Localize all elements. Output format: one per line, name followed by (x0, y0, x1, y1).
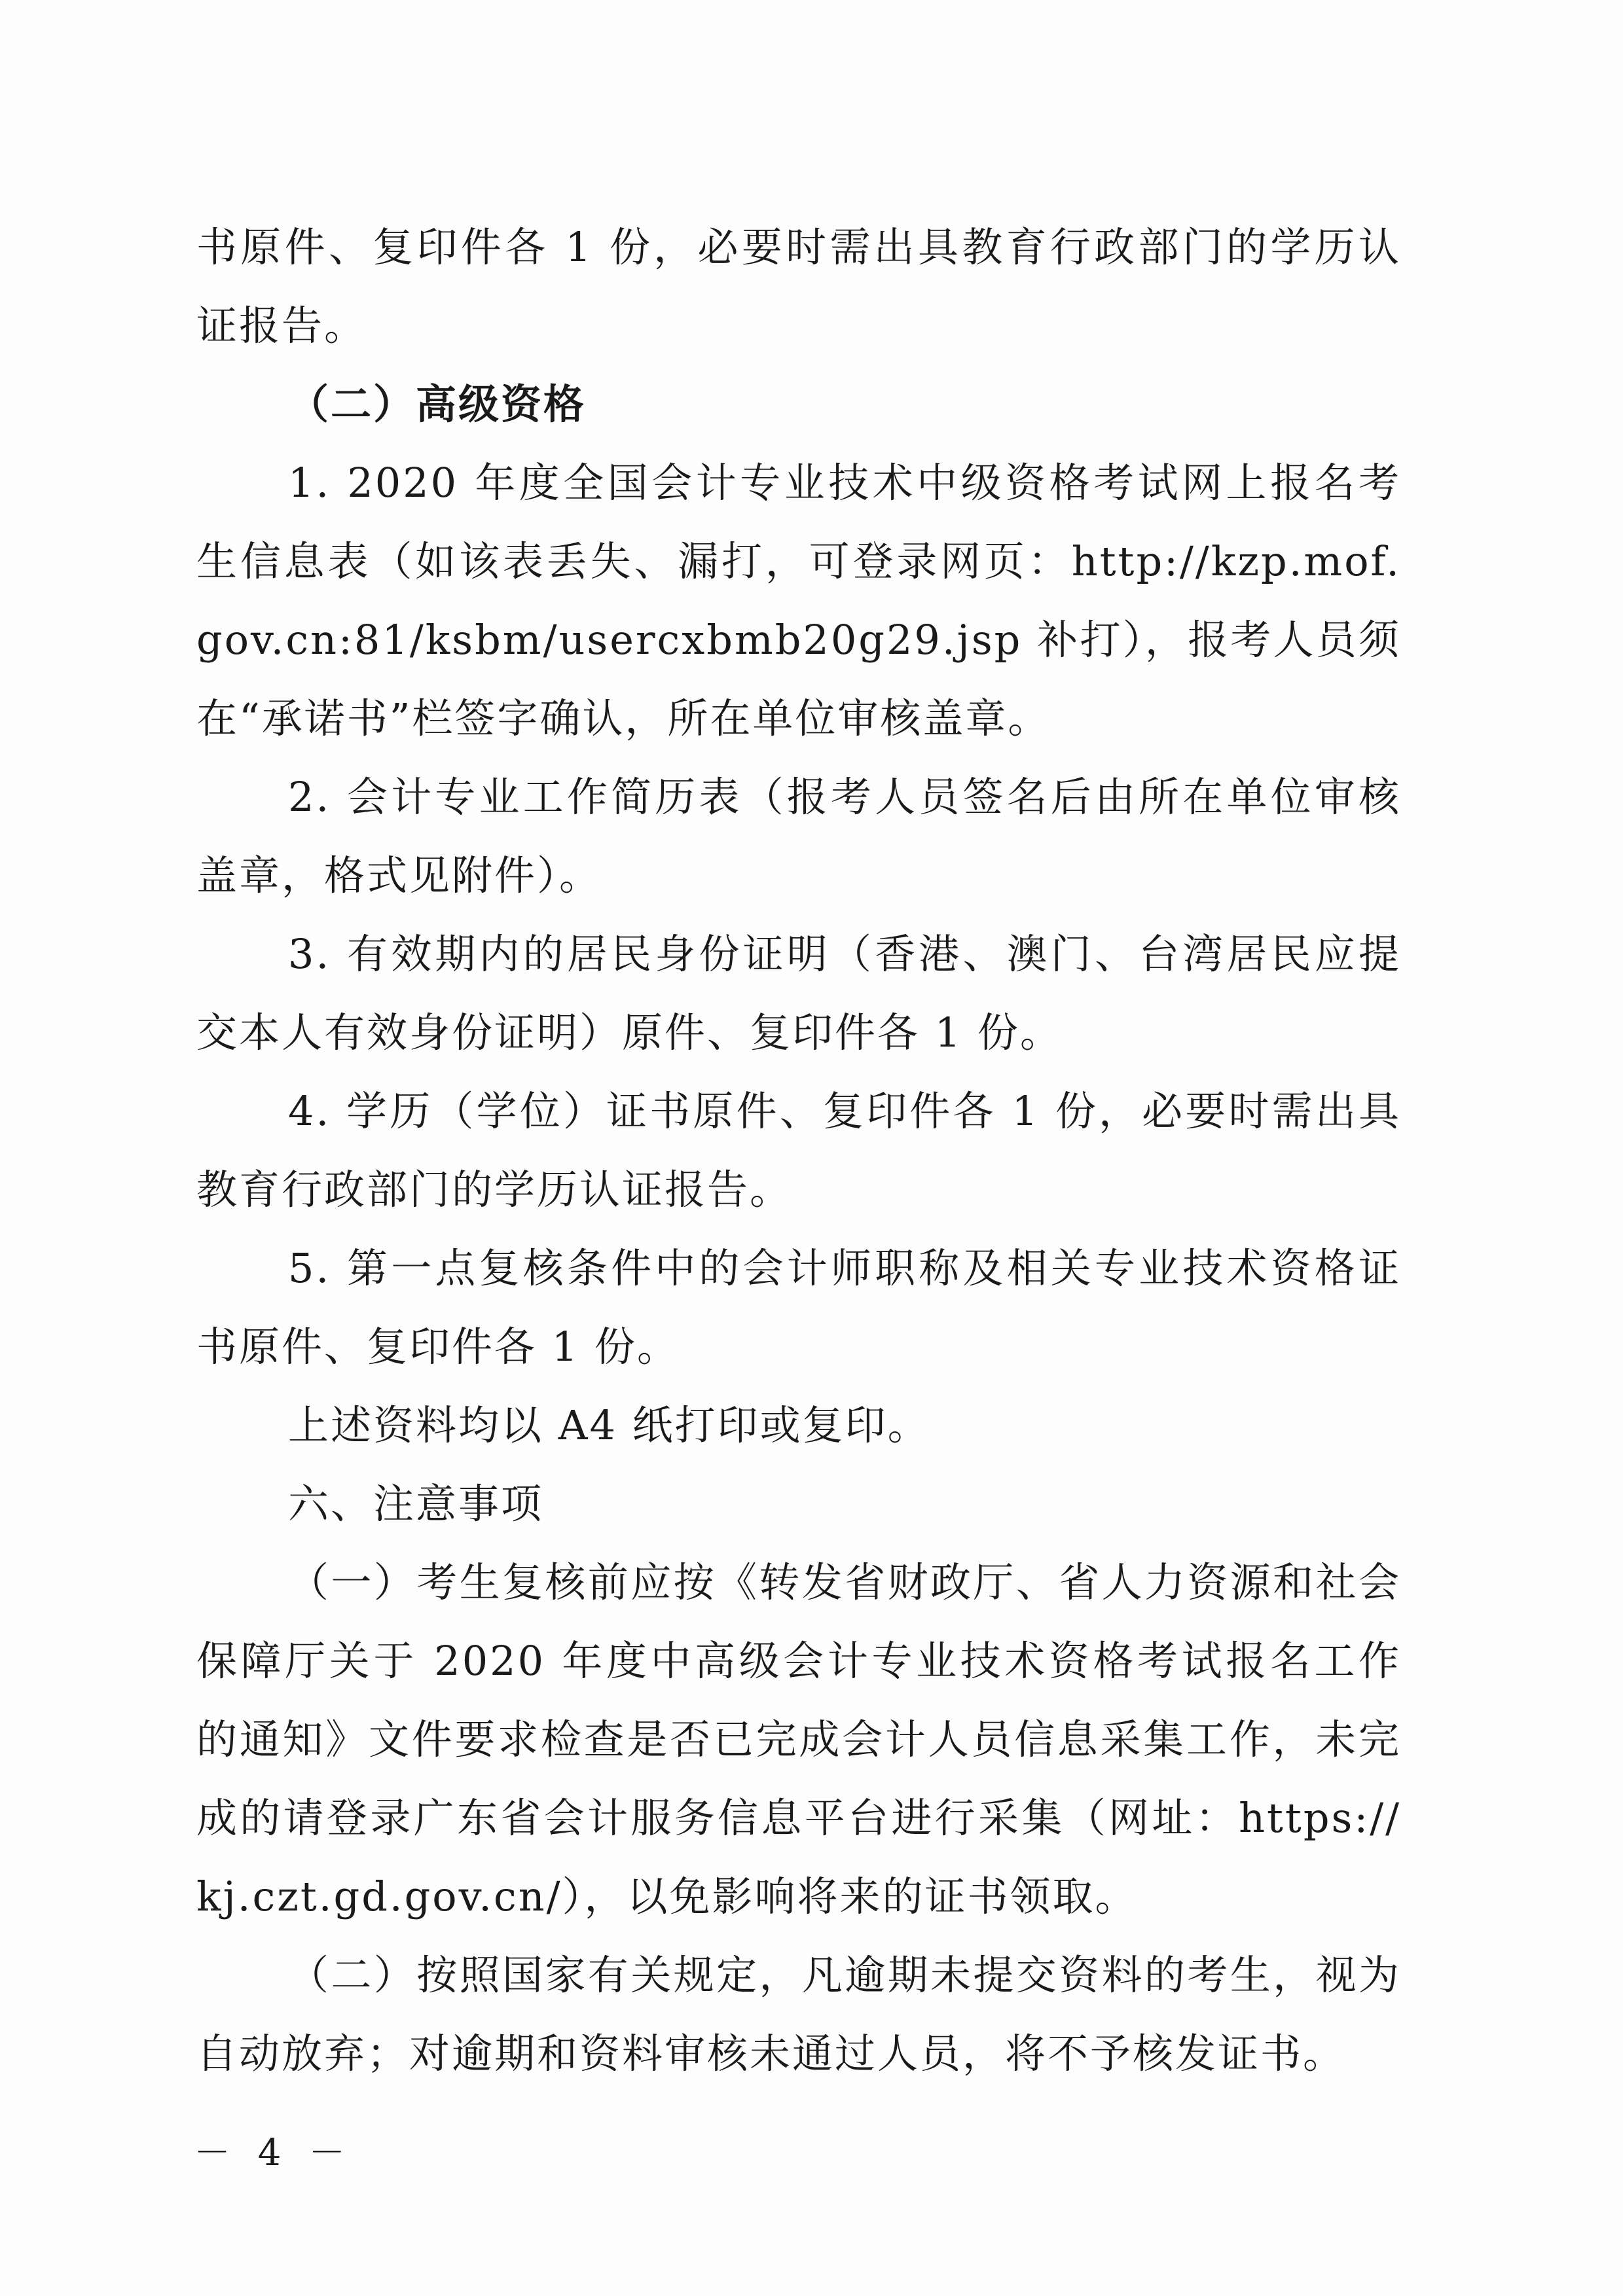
paragraph-item-2: 2. 会计专业工作简历表（报考人员签名后由所在单位审核盖章，格式见附件）。 (196, 773, 1401, 899)
page-number: － 4 － (194, 2132, 354, 2174)
paragraph-item-3: 3. 有效期内的居民身份证明（香港、澳门、台湾居民应提交本人有效身份证明）原件、复印件各 1 份。 (196, 930, 1401, 1056)
document-body (196, 208, 1401, 2093)
paragraph-continuation: 书原件、复印件各 1 份，必要时需出具教育行政部门的学历认证报告。 (196, 223, 1401, 350)
paragraph-item-4: 4. 学历（学位）证书原件、复印件各 1 份，必要时需出具教育行政部门的学历认证报告。 (196, 1087, 1401, 1213)
heading-senior-qualification: （二）高级资格 (288, 380, 587, 428)
paragraph-note-1: （一）考生复核前应按《转发省财政厅、省人力资源和社会保障厅关于 2020 年度中高级会计专业技术资格考试报名工作的通知》文件要求检查是否已完成会计人员信息采集工作，未完成的请登录广东省会计服务信息平台进行采集（网址：https://kj.czt.gd.gov.cn/），以免影响将来的证书领取。 (196, 1558, 1401, 1920)
paragraph-a4-note: 上述资料均以 A4 纸打印或复印。 (288, 1401, 930, 1449)
paragraph-item-1: 1. 2020 年度全国会计专业技术中级资格考试网上报名考生信息表（如该表丢失、漏打，可登录网页：http://kzp.mof.gov.cn:81/ksbm/usercxbmb20g29.jsp 补打），报考人员须在“承诺书”栏签字确认，所在单位审核盖章。 (196, 459, 1401, 742)
paragraph-item-5: 5. 第一点复核条件中的会计师职称及相关专业技术资格证书原件、复印件各 1 份。 (196, 1244, 1401, 1371)
section-heading-notes: 六、注意事项 (288, 1480, 544, 1528)
paragraph-note-2: （二）按照国家有关规定，凡逾期未提交资料的考生，视为自动放弃；对逾期和资料审核未通过人员，将不予核发证书。 (196, 1951, 1401, 2077)
